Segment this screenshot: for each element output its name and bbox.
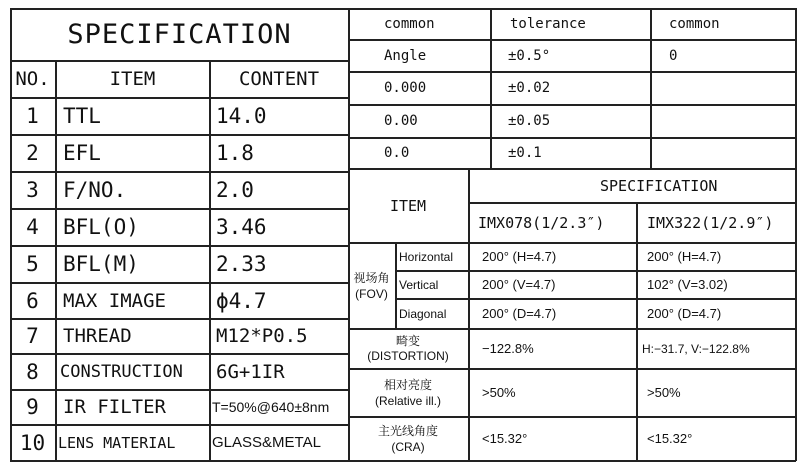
cra-value-2: <15.32° (647, 431, 693, 446)
row-no: 3 (26, 178, 39, 202)
relative-ill-label-cn: 相对亮度 (383, 377, 432, 392)
row-content: 6G+1IR (216, 360, 285, 383)
relative-ill-label (348, 369, 468, 416)
fov-value: 200° (H=4.7) (647, 249, 722, 264)
row-content: 2.0 (216, 178, 254, 202)
spec-title: SPECIFICATION (67, 19, 292, 50)
row-no: 2 (26, 141, 39, 165)
row-content: M12*P0.5 (216, 325, 308, 347)
distortion-value-1: −122.8% (482, 341, 534, 356)
row-item: EFL (63, 141, 101, 165)
row-no: 10 (19, 430, 46, 455)
tol-cell: ±0.1 (508, 145, 542, 161)
fov-value: 200° (D=4.7) (647, 306, 722, 321)
header-item: ITEM (109, 68, 156, 90)
row-no: 9 (26, 395, 39, 419)
tol-cell: 0.0 (384, 145, 410, 161)
tol-cell: ±0.5° (508, 47, 551, 64)
relative-ill-value-2: >50% (647, 385, 681, 400)
fov-row-label: Diagonal (399, 306, 447, 321)
distortion-label-cn: 畸变 (395, 333, 420, 348)
row-content: GLASS&METAL (212, 434, 321, 451)
row-no: 1 (26, 104, 39, 128)
fov-value: 102° (V=3.02) (647, 277, 728, 292)
tol-cell (669, 105, 795, 137)
fov-label-cn: 视场角 (353, 270, 390, 285)
fov-value: 200° (D=4.7) (482, 306, 557, 321)
header-content: CONTENT (238, 68, 320, 90)
fov-row-label: Horizontal (399, 249, 454, 264)
fov-label-en: (FOV) (355, 286, 388, 301)
row-content: ϕ4.7 (216, 288, 267, 313)
relative-ill-value-1: >50% (482, 385, 516, 400)
cra-label (348, 417, 468, 460)
sensor-name-2: IMX322(1/2.9″) (647, 213, 774, 232)
fov-label (348, 243, 395, 328)
row-item: MAX IMAGE (63, 289, 166, 312)
tol-cell (669, 72, 795, 104)
row-no: 4 (26, 215, 39, 239)
tol-cell: 0.000 (384, 80, 427, 96)
cra-label-en: (CRA) (391, 439, 425, 454)
distortion-value-2: H:−31.7, V:−122.8% (642, 341, 750, 356)
row-item: TTL (63, 104, 101, 128)
header-no: NO. (15, 68, 50, 90)
row-no: 7 (26, 324, 39, 348)
tol-cell: ±0.05 (508, 113, 551, 129)
row-item: BFL(O) (63, 215, 139, 239)
row-content: T=50%@640±8nm (212, 399, 330, 415)
row-content: 1.8 (216, 141, 254, 165)
row-item: THREAD (63, 325, 132, 347)
distortion-label (348, 329, 468, 368)
tol-header: tolerance (510, 16, 586, 32)
row-item: IR FILTER (63, 396, 166, 418)
tol-header: common (669, 16, 720, 32)
relative-ill-label-en: (Relative ill.) (374, 393, 441, 408)
row-no: 5 (26, 252, 39, 276)
row-no: 6 (26, 288, 39, 313)
cra-label-cn: 主光线角度 (377, 423, 438, 438)
tol-cell: 0 (669, 47, 678, 64)
fov-value: 200° (H=4.7) (482, 249, 557, 264)
row-item: LENS MATERIAL (58, 433, 176, 452)
row-item: BFL(M) (63, 252, 139, 276)
fov-row-label: Vertical (399, 277, 439, 292)
sensor-item-header: ITEM (389, 196, 427, 215)
tol-cell (669, 138, 795, 168)
row-content: 3.46 (216, 215, 267, 239)
row-content: 14.0 (216, 104, 267, 128)
row-no: 8 (26, 359, 39, 384)
cra-value-1: <15.32° (482, 431, 528, 446)
sensor-name-1: IMX078(1/2.3″) (478, 213, 605, 232)
row-item: F/NO. (63, 178, 127, 202)
tol-cell: ±0.02 (508, 80, 551, 96)
sensor-spec-header: SPECIFICATION (600, 176, 718, 195)
tol-cell: Angle (384, 47, 427, 64)
row-item: CONSTRUCTION (60, 361, 183, 382)
distortion-label-en: (DISTORTION) (367, 348, 449, 363)
row-content: 2.33 (216, 252, 267, 276)
tol-header: common (384, 16, 435, 32)
fov-value: 200° (V=4.7) (482, 277, 556, 292)
tol-cell: 0.00 (384, 113, 418, 129)
